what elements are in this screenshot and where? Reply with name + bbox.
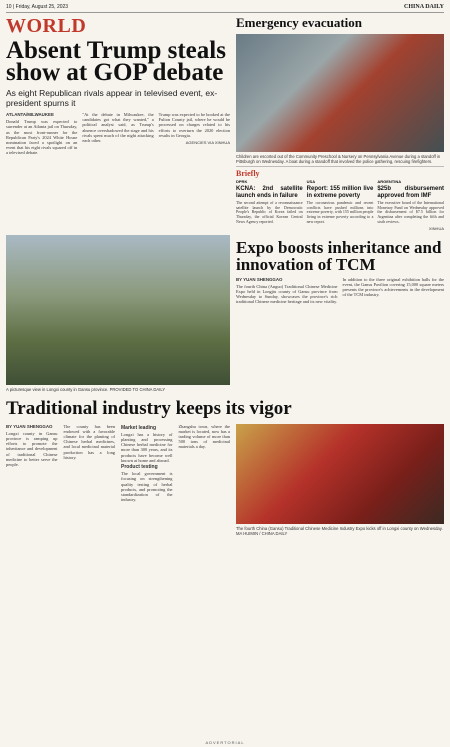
- tcm-photo-block: [236, 424, 444, 538]
- tcm-byline: BY YUAN SHENGGAO: [236, 276, 283, 282]
- tcm-paragraph-1: The fourth China (Anguo) Traditional Chinese Medicine Expo held in Longjiu county of Gansu province from Wednesday to Sunday, showcases the province's rich traditional Chinese medicine heritage and its new vitality.: [236, 283, 338, 305]
- emergency-photo: [236, 34, 444, 152]
- tcm-col-1: [236, 277, 338, 307]
- brief-body: The second attempt of a reconnaissance satellite launch by the Democratic People's Republic of Korea failed on Thursday, the official Korean Central News Agency reported.: [236, 199, 303, 224]
- brief-item: [236, 180, 303, 232]
- tradition-col-1: [6, 424, 58, 538]
- tcm-block: [236, 235, 444, 394]
- bottom-columns: [6, 424, 444, 538]
- tcm-caption: The fourth China (Gansu) Traditional Chinese Medicine Industry Expo kicks off in Longxi county on Wednesday. MA HUIMIN / CHINA DAILY: [236, 525, 443, 536]
- section-title: WORLD: [6, 15, 87, 37]
- tradition-subhead-2: Product testing: [121, 464, 158, 470]
- brief-body: The coronavirus pandemic and recent conflicts have pushed millions into extreme poverty, with 155 million people living in extreme poverty according to a new report.: [306, 199, 374, 224]
- tradition-col-4: [179, 424, 231, 538]
- story-col-2: [82, 112, 153, 158]
- brief-headline: $25b disbursement approved from IMF: [377, 185, 445, 199]
- emergency-title: Emergency evacuation: [236, 15, 363, 30]
- page-label: 10 | Friday, August 25, 2023: [6, 4, 69, 10]
- tradition-headline: Traditional industry keeps its vigor: [6, 397, 292, 419]
- story-col-1: [6, 112, 77, 158]
- landscape-photo-block: [6, 235, 230, 394]
- briefly-items: [236, 180, 444, 232]
- story-paragraph-1: Donald Trump was expected to surrender at an Atlanta jail on Thursday, as the most front-runner for the Republican Party's 2024 White House nomination faced a spotlight on an event that his eight rivals squared off in a televised debate.: [6, 119, 78, 156]
- tcm-photo: [236, 424, 444, 524]
- story-headline: Absent Trump steals show at GOP debate: [6, 37, 226, 86]
- tcm-paragraph-2: In addition to the three original exhibition halls for the event, the Gansu Pavilion covering 15,000 square meters presents the province's achievements in the development of the TCM industry.: [342, 276, 444, 298]
- tradition-paragraph-3: Longxi has a history of planting and processing Chinese herbal medicine for more than 300 years, and its products have become well known at home and abroad.: [121, 431, 173, 463]
- brief-agency: XINHUA: [428, 225, 445, 231]
- brief-item: [377, 180, 444, 232]
- top-columns: [6, 13, 444, 232]
- story-agency: AGENCIES VIA XINHUA: [185, 140, 230, 146]
- landscape-photo: [6, 235, 230, 385]
- tradition-byline: BY YUAN SHENGGAO: [6, 423, 53, 429]
- brief-body: The executive board of the International Monetary Fund on Wednesday approved the disbursement of $7.5 billion for Argentina after completing the fifth and sixth reviews.: [377, 199, 445, 224]
- tradition-col-2: [64, 424, 116, 538]
- brief-headline: KCNA: 2nd satellite launch ends in failure: [236, 185, 303, 199]
- brief-item: [307, 180, 374, 232]
- story-text: [6, 112, 230, 158]
- story-paragraph-3: Trump was expected to be booked at the Fulton County jail, where he would be processed on charges related to his efforts to overturn the 2020 election results in Georgia.: [158, 112, 230, 138]
- right-column: [236, 13, 444, 232]
- brief-location: DPRK: [236, 179, 248, 184]
- story-col-3: [159, 112, 230, 158]
- tcm-col-2: [343, 277, 445, 307]
- briefly-label: Briefly: [236, 166, 444, 178]
- left-column: [6, 13, 230, 232]
- tradition-paragraph-2: The county has been endowed with a favorable climate for the planting of Chinese herbal medicines, and local medicinal material production has a long history.: [63, 423, 115, 460]
- page-footer: ADVERTORIAL: [205, 740, 245, 745]
- tradition-col-3: [121, 424, 173, 538]
- dateline: ATLANTA/MILWAUKEE: [6, 112, 54, 117]
- tcm-headline: Expo boosts inheritance and innovation of TCM: [236, 237, 442, 274]
- tradition-paragraph-4: The local government is focusing on strengthening quality testing of herbal products, and promoting the standardization of the industry.: [121, 471, 173, 503]
- tradition-paragraph-5: Zhangshu town, where the market is located, now has a trading volume of more than 500 tons of medicinal materials a day.: [178, 423, 230, 450]
- story-paragraph-2: "At the debate in Milwaukee, the candidates got what they wanted," a political analyst said, as Trump's absence overshadowed the stage and his rivals spent much of the night attacking each other.: [82, 112, 154, 144]
- tcm-text: [236, 277, 444, 307]
- middle-columns: [6, 235, 444, 394]
- brief-location: USA: [306, 179, 316, 184]
- tradition-paragraph-1: Longxi county in Gansu province is ramping up efforts to promote the inheritance and development of traditional Chinese medicine to better serve the people.: [6, 430, 58, 467]
- landscape-caption: A picturesque view in Longxi county in Gansu province. PROVIDED TO CHINA DAILY: [6, 386, 166, 392]
- top-bar: [6, 4, 444, 13]
- emergency-caption: Children are escorted out of the Community Preschool & Nursery on Pennsylvania Avenue during a standoff in Pittsburgh on Wednesday. A boat during a standoff that involved the police gathering, rescuing firefighters.: [236, 154, 441, 164]
- story-deck: As eight Republican rivals appear in televised event, ex-president spurns it: [6, 88, 218, 108]
- brief-headline: Report: 155 million live in extreme poverty: [306, 185, 374, 199]
- masthead: CHINA DAILY: [404, 4, 444, 10]
- brief-location: ARGENTINA: [377, 179, 402, 184]
- tradition-subhead: Market leading: [121, 424, 157, 431]
